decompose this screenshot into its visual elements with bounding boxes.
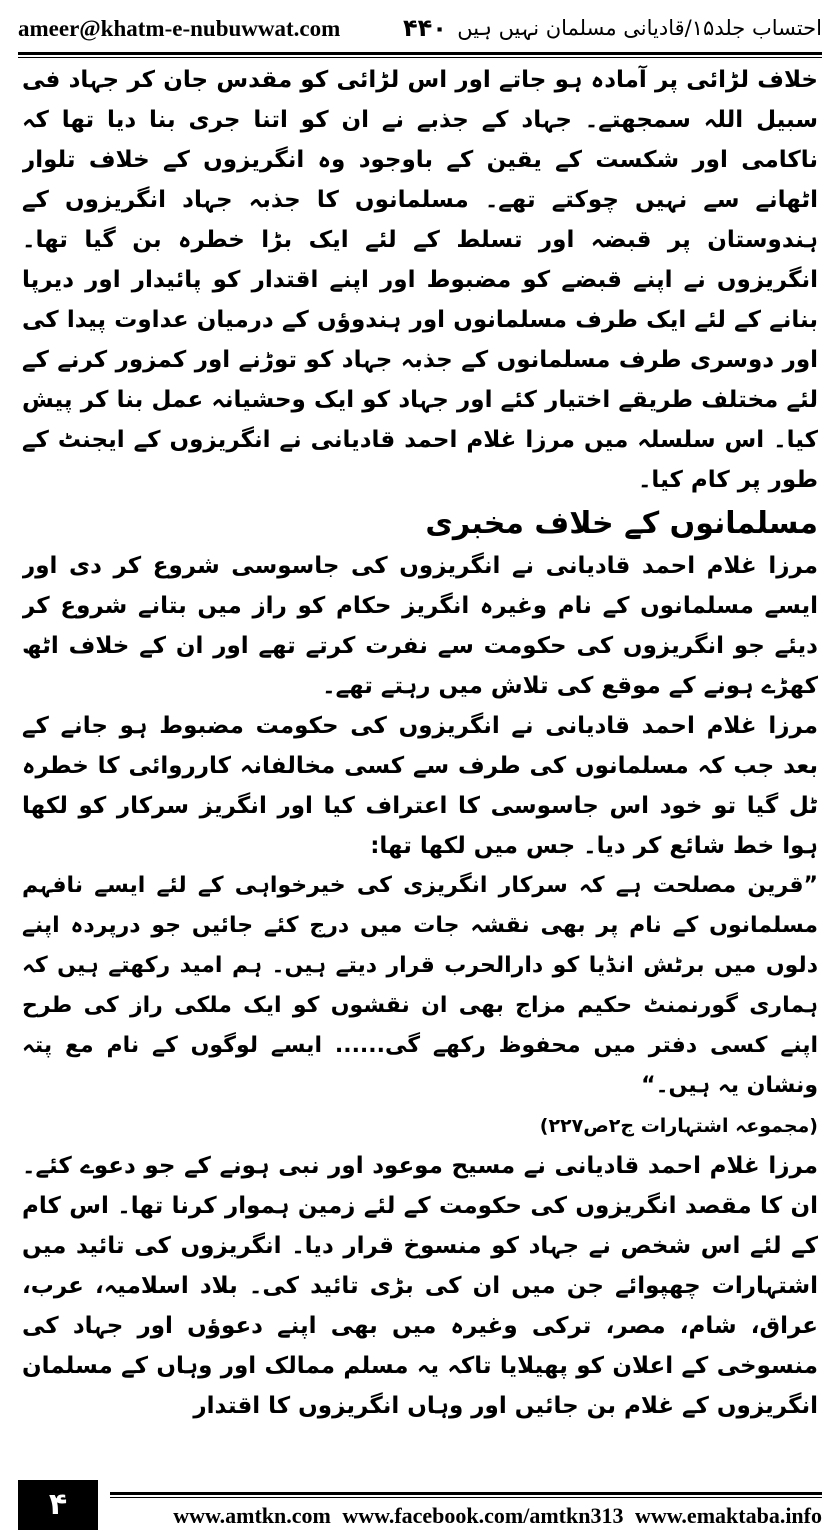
page-header <box>18 14 822 48</box>
header-email[interactable]: ameer@khatm-e-nubuwwat.com <box>18 16 341 41</box>
header-rule <box>18 52 822 55</box>
paragraph-intro: خلاف لڑائی پر آمادہ ہو جاتے اور اس لڑائی کو مقدس جان کر جہاد فی سبیل اللہ سمجھتے۔ جہاد کے جذبے نے ان کو اتنا جری بنا دیا تھا کہ ناکامی اور شکست کے یقین کے باوجود وہ انگریزوں کے خلاف تلوار اٹھانے سے نہیں چوکتے تھے۔ مسلمانوں کا جذبہ جہاد انگریزوں کے ہندوستان پر قبضہ اور تسلط کے لئے ایک بڑا خطرہ بن گیا تھا۔ انگریزوں نے اپنے قبضے کو مضبوط اور اپنے اقتدار کو پائیدار اور دیرپا بنانے کے لئے ایک طرف مسلمانوں اور ہندوؤں کے درمیان عداوت پیدا کی اور دوسری طرف مسلمانوں کے جذبہ جہاد کو توڑنے اور کمزور کرنے کے لئے مختلف طریقے اختیار کئے اور جہاد کو ایک وحشیانہ عمل بنا کر پیش کیا۔ اس سلسلہ میں مرزا غلام احمد قادیانی نے انگریزوں کے ایجنٹ کے طور پر کام کیا۔ <box>22 67 818 493</box>
footer-rule-thin <box>110 1497 822 1498</box>
footer-page-box: ۴ <box>18 1480 98 1530</box>
header-title: احتساب جلد۱۵/قادیانی مسلمان نہیں ہیں <box>457 16 822 40</box>
paragraph-section-1: مرزا غلام احمد قادیانی نے انگریزوں کی جاسوسی شروع کر دی اور ایسے مسلمانوں کے نام وغیرہ انگریز حکام کو راز میں بتانے شروع کر دیئے جو انگریزوں کی حکومت سے نفرت کرتے تھے اور ان کے خلاف اٹھ کھڑے ہونے کے موقع کی تلاش میں رہتے تھے۔ <box>22 553 818 699</box>
page-number: ۴۴۰ <box>403 14 447 42</box>
reference-citation: (مجموعہ اشتہارات ج۲ص۲۲۷) <box>539 1115 818 1137</box>
section-heading: مسلمانوں کے خلاف مخبری <box>425 506 818 541</box>
quoted-letter: ”قرین مصلحت ہے کہ سرکار انگریزی کی خیرخواہی کے لئے ایسے نافہم مسلمانوں کے نام پر بھی نقشہ جات میں درج کئے جائیں جو درپردہ اپنے دلوں میں برٹش انڈیا کو دارالحرب قرار دیتے ہیں۔ ہم امید رکھتے ہیں کہ ہماری گورنمنٹ حکیم مزاج بھی ان نقشوں کو ایک ملکی راز کی طرح اپنے کسی دفتر میں محفوظ رکھے گی...... ایسے لوگوں کے نام مع پتہ ونشان یہ ہیں۔“ <box>22 873 818 1098</box>
header-rule-thin <box>18 57 822 58</box>
footer-link-facebook[interactable]: www.facebook.com/amtkn313 <box>342 1503 624 1528</box>
footer-rule <box>110 1492 822 1495</box>
page-content <box>22 60 818 1450</box>
footer-link-amtkn[interactable]: www.amtkn.com <box>173 1503 331 1528</box>
paragraph-section-2: مرزا غلام احمد قادیانی نے انگریزوں کی حکومت مضبوط ہو جانے کے بعد جب کہ مسلمانوں کی طرف سے کسی مخالفانہ کارروائی کا خطرہ ٹل گیا تو خود اس جاسوسی کا اعتراف کیا اور انگریز سرکار کو لکھا ہوا خط شائع کر دیا۔ جس میں لکھا تھا: <box>22 713 818 859</box>
footer-link-emaktaba[interactable]: www.emaktaba.info <box>634 1503 822 1528</box>
paragraph-end: مرزا غلام احمد قادیانی نے مسیح موعود اور نبی ہونے کے جو دعوے کئے۔ ان کا مقصد انگریزوں کی حکومت کے لئے زمین ہموار کرنا تھا۔ اس کام کے لئے اس شخص نے جہاد کو منسوخ قرار دیا۔ انگریزوں کی تائید میں اشتہارات چھپوائے جن میں ان کی بڑی تائید کی۔ بلاد اسلامیہ، عرب، عراق، شام، مصر، ترکی وغیرہ میں بھی اپنے دعوؤں اور جہاد کی منسوخی کے اعلان کو پھیلایا تاکہ یہ مسلم ممالک اور وہاں کے مسلمان انگریزوں کے غلام بن جائیں اور وہاں انگریزوں کا اقتدار <box>22 1153 818 1419</box>
footer-links <box>120 1503 822 1529</box>
